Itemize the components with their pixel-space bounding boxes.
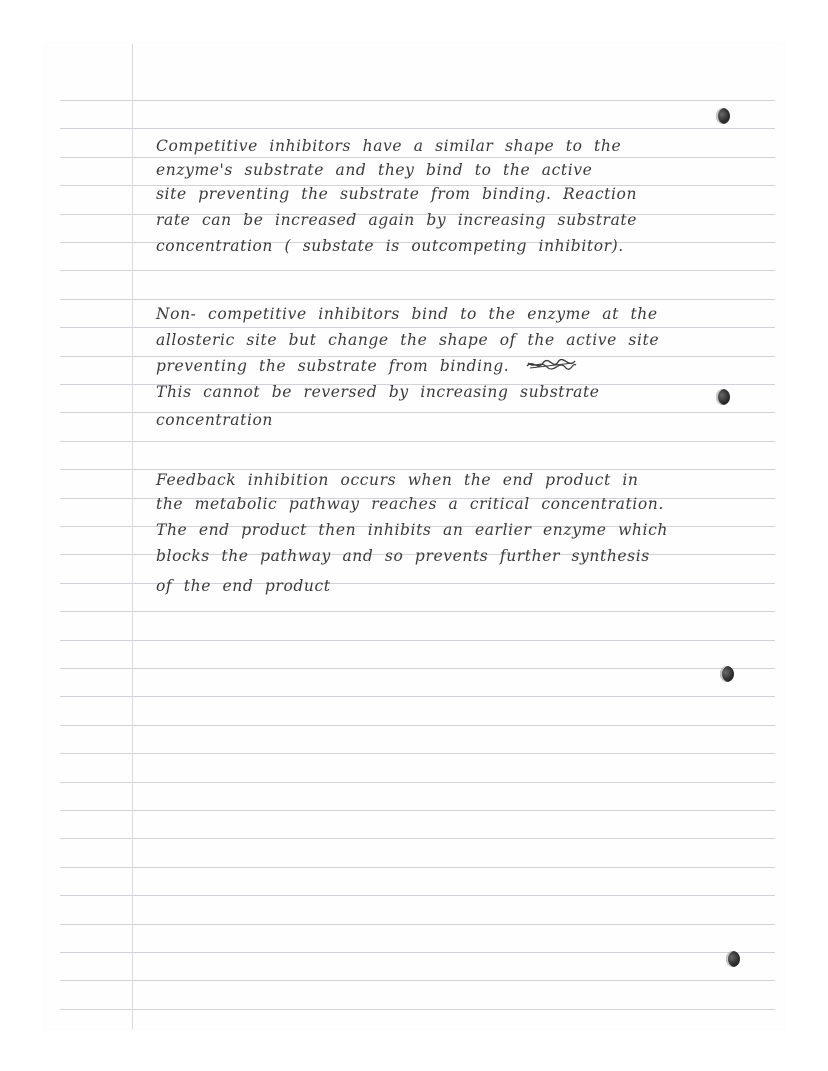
note-line: Non- competitive inhibitors bind to the enzyme at the xyxy=(156,305,658,323)
margin-line xyxy=(132,44,133,1029)
ruled-line xyxy=(60,753,775,754)
note-line: blocks the pathway and so prevents further synthesis xyxy=(156,547,650,565)
note-line: enzyme's substrate and they bind to the active xyxy=(156,161,593,179)
note-line: the metabolic pathway reaches a critical concentration. xyxy=(156,495,664,513)
note-line: This cannot be reversed by increasing substrate xyxy=(156,383,600,401)
ruled-line xyxy=(60,270,775,271)
note-line: concentration ( substate is outcompeting inhibitor). xyxy=(156,237,624,255)
note-line: of the end product xyxy=(156,577,331,595)
binder-hole-icon xyxy=(720,666,734,682)
ruled-line xyxy=(60,299,775,300)
ruled-line xyxy=(60,100,775,101)
ruled-line xyxy=(60,810,775,811)
binder-hole-icon xyxy=(716,108,730,124)
ruled-line xyxy=(60,782,775,783)
ruled-line xyxy=(60,441,775,442)
ruled-line xyxy=(60,725,775,726)
ruled-line xyxy=(60,1009,775,1010)
ruled-line xyxy=(60,668,775,669)
note-line: concentration xyxy=(156,411,274,429)
note-line: Feedback inhibition occurs when the end product in xyxy=(156,471,639,489)
ruled-line xyxy=(60,696,775,697)
crossed-out-scribble-icon xyxy=(525,357,577,373)
note-line: Competitive inhibitors have a similar shape to the xyxy=(156,137,622,155)
note-line: rate can be increased again by increasing substrate xyxy=(156,211,638,229)
ruled-line xyxy=(60,952,775,953)
ruled-line xyxy=(60,611,775,612)
ruled-line xyxy=(60,924,775,925)
note-line: The end product then inhibits an earlier enzyme which xyxy=(156,521,668,539)
note-line-text: preventing the substrate from binding. xyxy=(156,357,510,375)
binder-hole-icon xyxy=(716,389,730,405)
ruled-line xyxy=(60,128,775,129)
note-line: site preventing the substrate from binding. Reaction xyxy=(156,185,638,203)
ruled-line xyxy=(60,838,775,839)
ruled-line xyxy=(60,867,775,868)
ruled-line xyxy=(60,980,775,981)
ruled-line xyxy=(60,895,775,896)
note-line-with-crossout xyxy=(156,354,577,378)
ruled-line xyxy=(60,640,775,641)
binder-hole-icon xyxy=(726,951,740,967)
note-line: allosteric site but change the shape of the active site xyxy=(156,331,660,349)
